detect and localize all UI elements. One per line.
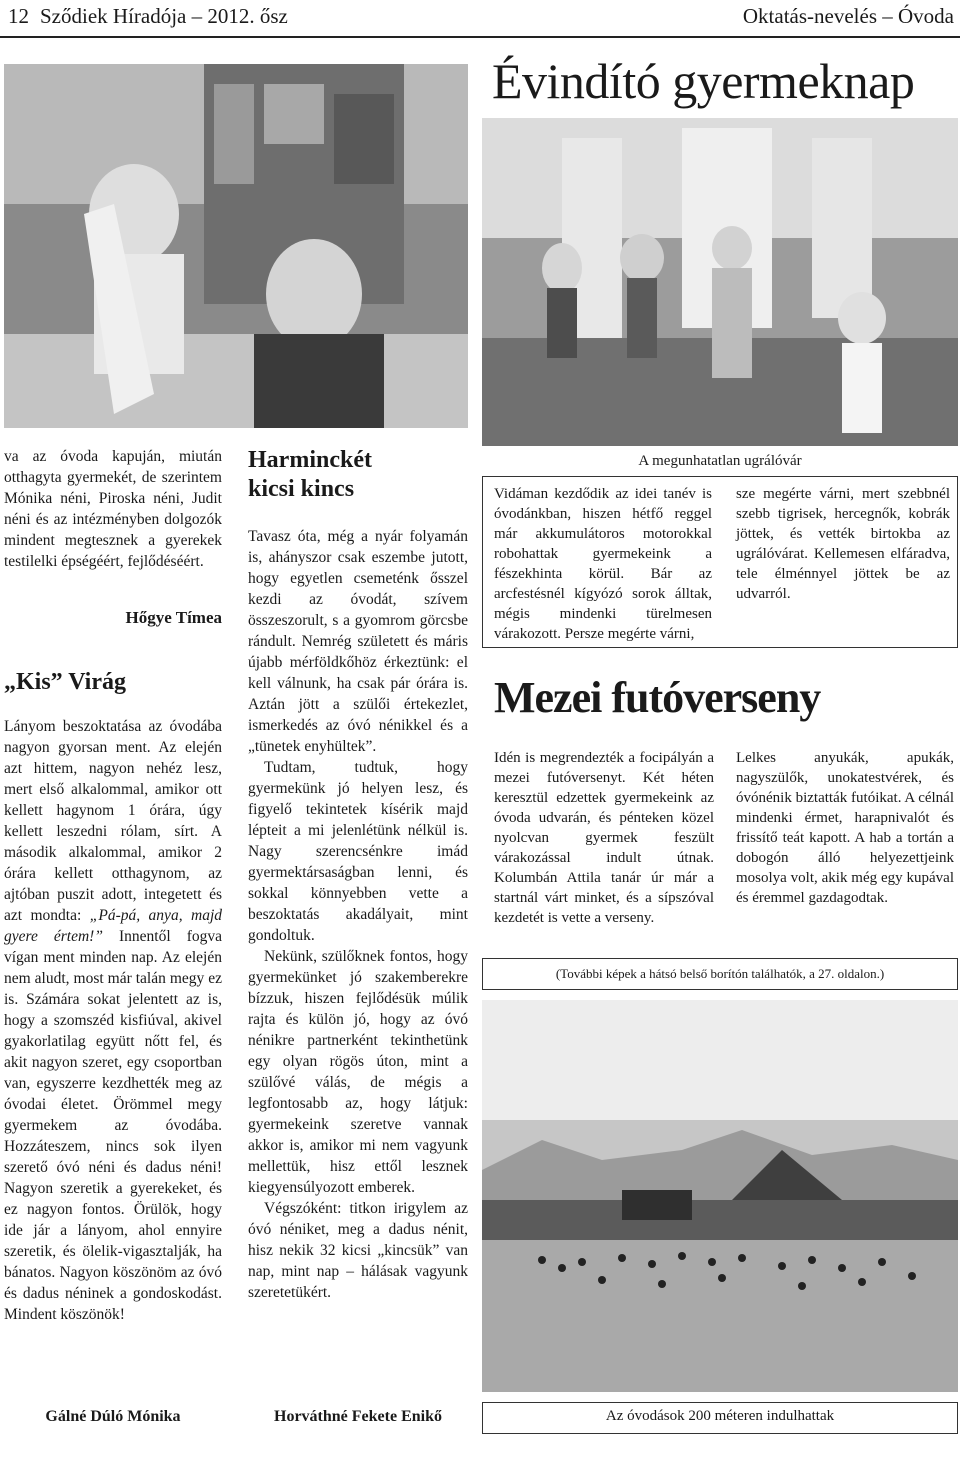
column-2 — [248, 526, 468, 1303]
col2-p1: Tavasz óta, még a nyár folyamán is, ahányszor csak eszembe jutott, hogy egyetlen csemeténk ősszel kezdi az óvodát, szívem összeszorult, s a gyomrom görcsbe rándult. Nemrég született és máris újabb mérföldkőhöz érkeztünk: el kell válnunk, ha csak pár órára is. Aztán jött a szülői értekezlet, ismerkedés az óvó nénikkel és a „tünetek enyhültek”. — [248, 528, 468, 755]
race-left-text: Idén is megrendezték a focipályán a mezei futóversenyt. Két héten keresztül edzettek gyermekeink az óvoda udvarán, és pénteken közel nyolcvan gyermek feszült várakozással indult útnak. Kolumbán Attila tanár úr már a startnál várt minket, és a sípszóval kezdetét is vette a verseny. — [494, 750, 714, 926]
page-number: 12 — [8, 4, 29, 28]
header-rule — [0, 36, 960, 38]
main-title: Évindító gyermeknap — [492, 53, 915, 109]
race-heading: Mezei futóverseny — [494, 673, 821, 722]
section-title: Oktatás-nevelés – Óvoda — [742, 4, 954, 28]
bouncy-caption: A megunhatatlan ugrálóvár — [638, 453, 802, 469]
children-table-photo — [4, 64, 468, 428]
kis-virag-article — [4, 716, 222, 1325]
harminckét-heading — [248, 446, 468, 504]
race-photo — [482, 1000, 958, 1392]
race-note-box — [482, 958, 958, 990]
bouncy-castle-photo — [482, 118, 958, 446]
col2-p3: Nekünk, szülőknek fontos, hogy gyermekünket jó szakemberekre bízzuk, hiszen fejlődésük múlik rajta és külön jó, hogy az óvó nénikre partnerként tekinthetünk egy olyan rögös úton, mint a szülővé válás, de mégis a legfontosabb az, hogy látjuk: gyermekeink szeretve vannak akkor is, amikor mi nem vagyunk mellettük, hisz ettől lesznek kiegyensúlyozott emberek. — [248, 948, 468, 1196]
bouncy-left-text: Vidáman kezdődik az idei tanév is óvodánkban, hiszen hétfő reggel már akkumulátoros motorokkal robohattak gyermekeink a fészekhinta körül. Bár az arcfestésnél kígyózó sorok álltak, mégis mindenki türelmesen várakozott. Persze megérte várni, — [494, 486, 712, 642]
col2-p2: Tudtam, tudtuk, hogy gyermekünk jó helyen lesz, és figyelő tekintetek kísérik majd lépteit a mi jelenlétünk nélkül is. Nagy szerencsénkre imád gyermektársaságban lenni, és sokkal könnyebben vette a beszoktatás akadályait, mint gondoltuk. — [248, 759, 468, 944]
col2-author: Horváthné Fekete Enikő — [274, 1408, 442, 1425]
heading-line-2: kicsi kincs — [248, 476, 355, 502]
col2-p4: Végszóként: titkon irigylem az óvó néniket, meg a dadus nénit, hisz nekik 32 kicsi „kincsük” van nap, mint nap – hálásak vagyunk szeretetükért. — [248, 1200, 468, 1301]
kis-virag-p1: Lányom beszoktatása az óvodába nagyon gyorsan ment. Az elején azt hittem, nagyon nehéz lesz, mert első alkalommal, amikor ott kellett hagynom 1 órára, úgy kellett leszedni rólam, sírt. A második alkalommal, amikor 2 órára kellett otthagynom, az ajtóban puszit adott, integetett és azt mondta: — [4, 718, 222, 924]
race-note: (További képek a hátsó belső borítón találhatók, a 27. oldalon.) — [555, 966, 885, 981]
col1-author: Gálné Dúló Mónika — [45, 1408, 181, 1425]
race-caption: Az óvodások 200 méteren indulhattak — [605, 1408, 835, 1424]
race-right-text: Lelkes anyukák, apukák, nagyszülők, unokatestvérek, és óvónénik biztatták futóikat. A célnál mindenki érmet, harapnivalót és frissítő teát kapott. A hab a tortán a dobogón álló helyezettjeink mosolya volt, akik még egy kupával és éremmel gazdagodtak. — [736, 750, 954, 906]
kis-virag-p1-end: Innentől fogva vígan ment minden nap. Az elején nem aludt, most már talán megy ez is. Számára sokat jelentett az is, hogy a szomszéd kisfiúval, akivel gyakorlatilag együtt nőtt fel, és akit nagyon szeret, egy csoportban van, egyszerre kezdhették meg az óvodai életet. Örömmel megy gyermekem az óvodába. Hozzáteszem, nincs sok ilyen szerető óvó néni és dadus néni! Nagyon szeretik a gyerekeket, és ez nagyon fontos. Örülök, hogy ide jár a lányom, ahol ennyire szeretik, és ölelik-vigasztalják, ha bánatos. Nagyon köszönöm az óvó és dadus néninek a gondoskodást. Mindent köszönök! — [4, 928, 223, 1323]
bouncy-right-text: sze megérte várni, mert szebbnél szebb tigrisek, hercegnők, kobrák jöttek, és vették birtokba az ugrálóvárat. Kellemesen elfáradva, tele élménnyel jöttek be az udvarról. — [736, 486, 950, 602]
publication-title: Sződiek Híradója – 2012. ősz — [40, 4, 288, 28]
race-caption-box — [482, 1402, 958, 1434]
intro-author: Hőgye Tímea — [125, 608, 222, 627]
intro-paragraph: va az óvoda kapuján, miután otthagyta gyermekét, de szerintem Mónika néni, Piroska néni, Judit néni és az intézményben dolgozók mindent megtesznek a gyerekek testilelki épségéért, fejlődéséért. — [4, 448, 222, 570]
kis-virag-quote: „Pá-pá, anya, majd gyere értem!” — [4, 907, 222, 945]
kis-virag-heading: „Kis” Virág — [4, 669, 127, 695]
column-1 — [4, 446, 222, 572]
heading-line-1: Harminckét — [248, 447, 372, 473]
